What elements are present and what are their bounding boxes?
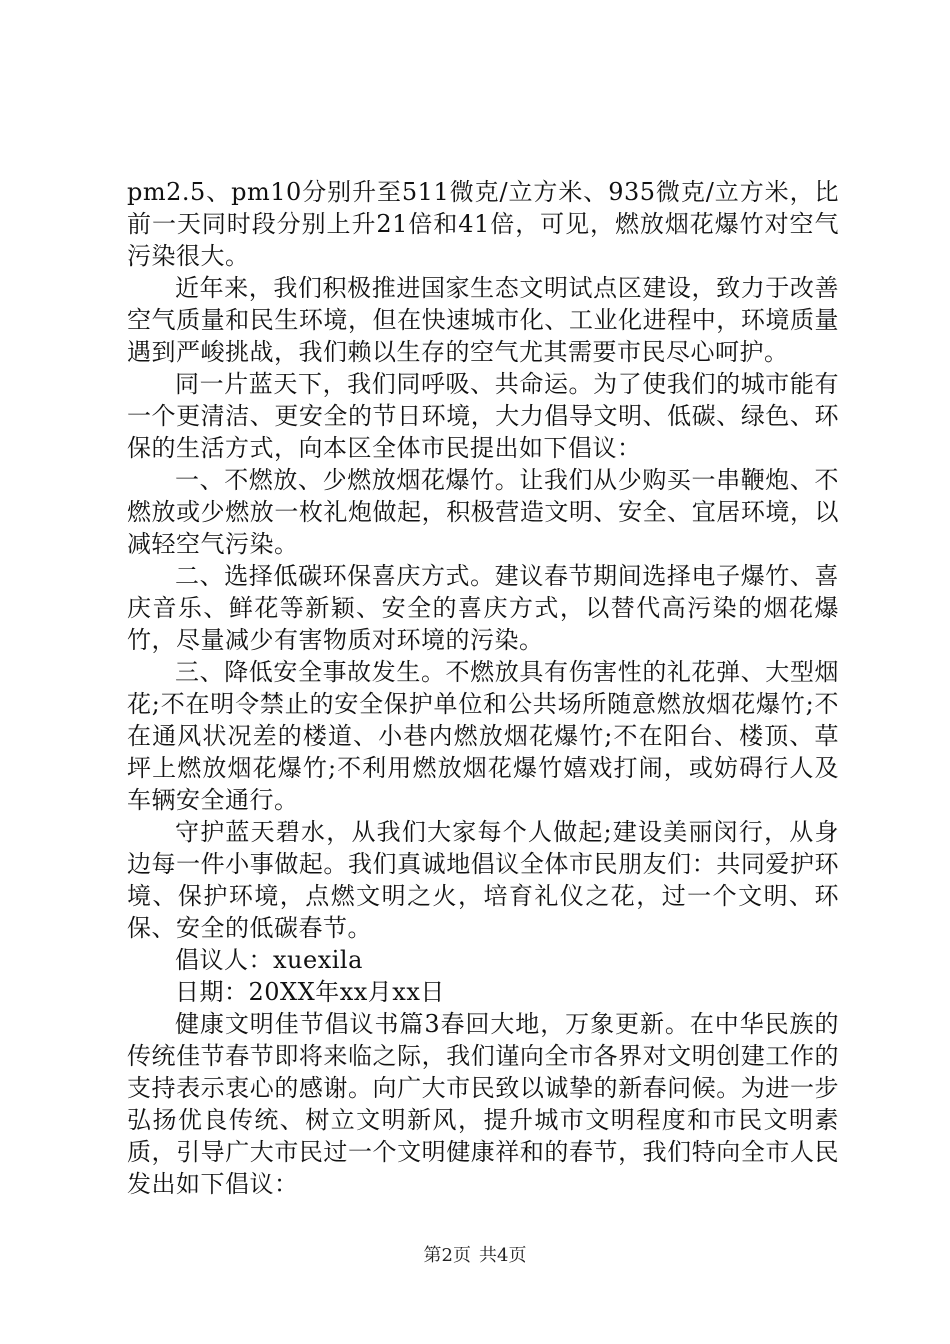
proposer-line: 倡议人：xuexila <box>175 946 363 974</box>
paragraph: 一、不燃放、少燃放烟花爆竹。让我们从少购买一串鞭炮、不燃放或少燃放一枚礼炮做起，积极营造文明、安全、宜居环境，以减轻空气污染。 <box>127 466 839 558</box>
page-number: 第2页 <box>423 1245 471 1266</box>
page-footer <box>0 1244 950 1268</box>
paragraph: 近年来，我们积极推进国家生态文明试点区建设，致力于改善空气质量和民生环境，但在快速城市化、工业化进程中，环境质量遇到严峻挑战，我们赖以生存的空气尤其需要市民尽心呵护。 <box>127 274 839 366</box>
document-body <box>127 176 839 1200</box>
paragraph: 守护蓝天碧水，从我们大家每个人做起;建设美丽闵行，从身边每一件小事做起。我们真诚地倡议全体市民朋友们：共同爱护环境、保护环境，点燃文明之火，培育礼仪之花，过一个文明、环保、安全的低碳春节。 <box>127 818 839 942</box>
paragraph: pm2.5、pm10分别升至511微克/立方米、935微克/立方米，比前一天同时段分别上升21倍和41倍，可见，燃放烟花爆竹对空气污染很大。 <box>127 178 839 270</box>
paragraph: 二、选择低碳环保喜庆方式。建议春节期间选择电子爆竹、喜庆音乐、鲜花等新颖、安全的喜庆方式，以替代高污染的烟花爆竹，尽量减少有害物质对环境的污染。 <box>127 562 839 654</box>
date-line: 日期：20XX年xx月xx日 <box>175 978 445 1006</box>
paragraph: 健康文明佳节倡议书篇3春回大地，万象更新。在中华民族的传统佳节春节即将来临之际，我们谨向全市各界对文明创建工作的支持表示衷心的感谢。向广大市民致以诚挚的新春问候。为进一步弘扬优良传统、树立文明新风，提升城市文明程度和市民文明素质，引导广大市民过一个文明健康祥和的春节，我们特向全市人民发出如下倡议： <box>127 1010 839 1198</box>
paragraph: 同一片蓝天下，我们同呼吸、共命运。为了使我们的城市能有一个更清洁、更安全的节日环境，大力倡导文明、低碳、绿色、环保的生活方式，向本区全体市民提出如下倡议： <box>127 370 839 462</box>
paragraph: 三、降低安全事故发生。不燃放具有伤害性的礼花弹、大型烟花;不在明令禁止的安全保护单位和公共场所随意燃放烟花爆竹;不在通风状况差的楼道、小巷内燃放烟花爆竹;不在阳台、楼顶、草坪上燃放烟花爆竹;不利用燃放烟花爆竹嬉戏打闹，或妨碍行人及车辆安全通行。 <box>127 658 839 814</box>
page-total: 共4页 <box>479 1245 527 1266</box>
